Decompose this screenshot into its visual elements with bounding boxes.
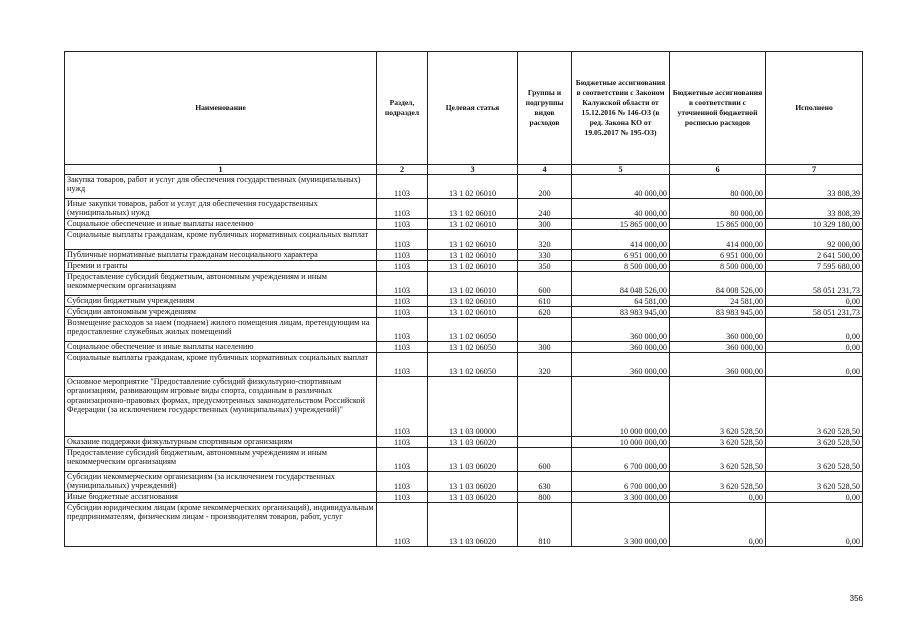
table-row [65, 230, 863, 250]
row-group: 630 [518, 472, 572, 492]
column-number: 7 [766, 165, 863, 175]
row-target: 13 1 02 06010 [428, 307, 518, 318]
column-number: 2 [377, 165, 428, 175]
row-executed: 3 620 528,50 [766, 437, 863, 448]
row-name: Субсидии юридическим лицам (кроме некоммерческих организаций), индивидуальным предпринимателям, физическим лицам - производителям товаров, работ, услуг [65, 503, 377, 547]
row-section: 1103 [377, 448, 428, 472]
row-target: 13 1 03 06020 [428, 503, 518, 547]
row-section: 1103 [377, 377, 428, 437]
row-group: 600 [518, 448, 572, 472]
row-section: 1103 [377, 342, 428, 353]
table-row [65, 318, 863, 342]
table-row [65, 448, 863, 472]
row-name: Предоставление субсидий бюджетным, автономным учреждениям и иным некоммерческим организациям [65, 272, 377, 296]
row-refined-allocation: 80 000,00 [670, 175, 766, 199]
row-target: 13 1 02 06010 [428, 261, 518, 272]
row-refined-allocation: 6 951 000,00 [670, 250, 766, 261]
row-law-allocation: 6 951 000,00 [572, 250, 670, 261]
row-executed: 2 641 500,00 [766, 250, 863, 261]
row-group [518, 377, 572, 437]
row-law-allocation: 64 581,00 [572, 296, 670, 307]
row-refined-allocation: 3 620 528,50 [670, 448, 766, 472]
row-executed: 3 620 528,50 [766, 472, 863, 492]
row-group: 330 [518, 250, 572, 261]
row-target: 13 1 02 06050 [428, 342, 518, 353]
row-refined-allocation: 360 000,00 [670, 342, 766, 353]
header-row [65, 52, 863, 165]
table-row [65, 261, 863, 272]
column-number: 5 [572, 165, 670, 175]
table-row [65, 472, 863, 492]
table-row [65, 503, 863, 547]
row-refined-allocation: 24 581,00 [670, 296, 766, 307]
row-target: 13 1 03 06020 [428, 472, 518, 492]
row-law-allocation: 360 000,00 [572, 353, 670, 377]
row-section: 1103 [377, 261, 428, 272]
row-law-allocation: 10 000 000,00 [572, 437, 670, 448]
row-law-allocation: 3 300 000,00 [572, 492, 670, 503]
row-section: 1103 [377, 472, 428, 492]
row-refined-allocation: 360 000,00 [670, 318, 766, 342]
header-target: Целевая статья [428, 52, 518, 165]
row-group: 300 [518, 219, 572, 230]
row-name: Иные бюджетные ассигнования [65, 492, 377, 503]
row-name: Социальные выплаты гражданам, кроме публичных нормативных социальных выплат [65, 230, 377, 250]
row-executed: 58 051 231,73 [766, 272, 863, 296]
row-executed: 0,00 [766, 492, 863, 503]
row-refined-allocation: 0,00 [670, 492, 766, 503]
row-law-allocation: 40 000,00 [572, 199, 670, 219]
row-refined-allocation: 15 865 000,00 [670, 219, 766, 230]
header-law-allocation: Бюджетные ассигнования в соответствии с Законом Калужской области от 15.12.2016 № 146-ОЗ (в ред. Закона КО от 19.05.2017 № 195-ОЗ) [572, 52, 670, 165]
row-section: 1103 [377, 272, 428, 296]
row-executed: 0,00 [766, 353, 863, 377]
row-refined-allocation: 3 620 528,50 [670, 377, 766, 437]
table-row [65, 307, 863, 318]
header-refined-allocation: Бюджетные ассигнования в соответствии с уточненной бюджетной росписью расходов [670, 52, 766, 165]
row-group: 620 [518, 307, 572, 318]
row-law-allocation: 83 983 945,00 [572, 307, 670, 318]
row-section: 1103 [377, 307, 428, 318]
row-target: 13 1 03 06020 [428, 437, 518, 448]
row-executed: 10 329 180,00 [766, 219, 863, 230]
row-name: Предоставление субсидий бюджетным, автономным учреждениям и иным некоммерческим организациям [65, 448, 377, 472]
table-row [65, 377, 863, 437]
row-group: 320 [518, 353, 572, 377]
row-target: 13 1 02 06010 [428, 250, 518, 261]
column-number: 4 [518, 165, 572, 175]
column-number: 1 [65, 165, 377, 175]
row-name: Возмещение расходов за наем (поднаем) жилого помещения лицам, претендующим на предоставление служебных жилых помещений [65, 318, 377, 342]
column-number: 6 [670, 165, 766, 175]
row-section: 1103 [377, 296, 428, 307]
row-target: 13 1 02 06010 [428, 296, 518, 307]
row-name: Публичные нормативные выплаты гражданам несоциального характера [65, 250, 377, 261]
row-executed: 7 595 680,00 [766, 261, 863, 272]
row-name: Оказание поддержки физкультурным спортивным организациям [65, 437, 377, 448]
row-refined-allocation: 3 620 528,50 [670, 472, 766, 492]
row-target: 13 1 02 06010 [428, 175, 518, 199]
row-law-allocation: 8 500 000,00 [572, 261, 670, 272]
row-group: 810 [518, 503, 572, 547]
row-refined-allocation: 80 000,00 [670, 199, 766, 219]
row-law-allocation: 40 000,00 [572, 175, 670, 199]
row-name: Социальное обеспечение и иные выплаты населению [65, 342, 377, 353]
header-section: Раздел, подраздел [377, 52, 428, 165]
row-group: 800 [518, 492, 572, 503]
table-row [65, 492, 863, 503]
row-section: 1103 [377, 250, 428, 261]
row-law-allocation: 6 700 000,00 [572, 472, 670, 492]
table-row [65, 199, 863, 219]
row-executed: 3 620 528,50 [766, 377, 863, 437]
row-section: 1103 [377, 353, 428, 377]
row-group: 600 [518, 272, 572, 296]
row-executed: 33 808,39 [766, 175, 863, 199]
row-section: 1103 [377, 492, 428, 503]
column-number: 3 [428, 165, 518, 175]
row-refined-allocation: 3 620 528,50 [670, 437, 766, 448]
row-name: Закупка товаров, работ и услуг для обеспечения государственных (муниципальных) нужд [65, 175, 377, 199]
table-row [65, 437, 863, 448]
row-target: 13 1 02 06010 [428, 272, 518, 296]
row-executed: 0,00 [766, 342, 863, 353]
row-executed: 3 620 528,50 [766, 448, 863, 472]
page-number: 356 [849, 594, 863, 603]
row-executed: 33 808,39 [766, 199, 863, 219]
row-group: 610 [518, 296, 572, 307]
row-name: Субсидии некоммерческим организациям (за исключением государственных (муниципальных) учреждений) [65, 472, 377, 492]
row-section: 1103 [377, 437, 428, 448]
row-group: 350 [518, 261, 572, 272]
budget-table [64, 51, 863, 547]
row-group [518, 318, 572, 342]
row-executed: 58 051 231,73 [766, 307, 863, 318]
table-row [65, 342, 863, 353]
row-group [518, 437, 572, 448]
column-number-row [65, 165, 863, 175]
row-law-allocation: 3 300 000,00 [572, 503, 670, 547]
row-law-allocation: 360 000,00 [572, 342, 670, 353]
table-row [65, 250, 863, 261]
row-name: Социальные выплаты гражданам, кроме публичных нормативных социальных выплат [65, 353, 377, 377]
table-row [65, 353, 863, 377]
row-target: 13 1 02 06050 [428, 318, 518, 342]
row-refined-allocation: 83 983 945,00 [670, 307, 766, 318]
row-law-allocation: 15 865 000,00 [572, 219, 670, 230]
row-target: 13 1 02 06010 [428, 230, 518, 250]
row-section: 1103 [377, 318, 428, 342]
row-executed: 0,00 [766, 318, 863, 342]
table-row [65, 175, 863, 199]
row-section: 1103 [377, 219, 428, 230]
row-group: 240 [518, 199, 572, 219]
row-name: Иные закупки товаров, работ и услуг для обеспечения государственных (муниципальных) нужд [65, 199, 377, 219]
row-law-allocation: 10 000 000,00 [572, 377, 670, 437]
row-law-allocation: 84 048 526,00 [572, 272, 670, 296]
row-name: Премии и гранты [65, 261, 377, 272]
row-name: Субсидии автономным учреждениям [65, 307, 377, 318]
row-group: 200 [518, 175, 572, 199]
header-group: Группы и подгруппы видов расходов [518, 52, 572, 165]
row-name: Основное мероприятие "Предоставление субсидий физкультурно-спортивным организациям, развивающим игровые виды спорта, созданным в различных организационно-правовых формах, предусмотренных законодательством Российской Федерации (за исключением государственных (муниципальных) учреждений)" [65, 377, 377, 437]
row-target: 13 1 02 06010 [428, 199, 518, 219]
row-target: 13 1 02 06010 [428, 219, 518, 230]
row-law-allocation: 414 000,00 [572, 230, 670, 250]
row-section: 1103 [377, 199, 428, 219]
row-name: Социальное обеспечение и иные выплаты населению [65, 219, 377, 230]
row-section: 1103 [377, 503, 428, 547]
row-target: 13 1 03 06020 [428, 492, 518, 503]
row-refined-allocation: 360 000,00 [670, 353, 766, 377]
table-row [65, 219, 863, 230]
row-name: Субсидии бюджетным учреждениям [65, 296, 377, 307]
row-target: 13 1 02 06050 [428, 353, 518, 377]
row-section: 1103 [377, 175, 428, 199]
header-executed: Исполнено [766, 52, 863, 165]
row-executed: 0,00 [766, 503, 863, 547]
row-refined-allocation: 414 000,00 [670, 230, 766, 250]
row-executed: 0,00 [766, 296, 863, 307]
row-group: 320 [518, 230, 572, 250]
row-refined-allocation: 0,00 [670, 503, 766, 547]
row-executed: 92 000,00 [766, 230, 863, 250]
row-target: 13 1 03 06020 [428, 448, 518, 472]
row-law-allocation: 6 700 000,00 [572, 448, 670, 472]
row-section: 1103 [377, 230, 428, 250]
row-refined-allocation: 84 008 526,00 [670, 272, 766, 296]
row-target: 13 1 03 00000 [428, 377, 518, 437]
table-row [65, 272, 863, 296]
row-law-allocation: 360 000,00 [572, 318, 670, 342]
row-refined-allocation: 8 500 000,00 [670, 261, 766, 272]
table-row [65, 296, 863, 307]
row-group: 300 [518, 342, 572, 353]
header-name: Наименование [65, 52, 377, 165]
